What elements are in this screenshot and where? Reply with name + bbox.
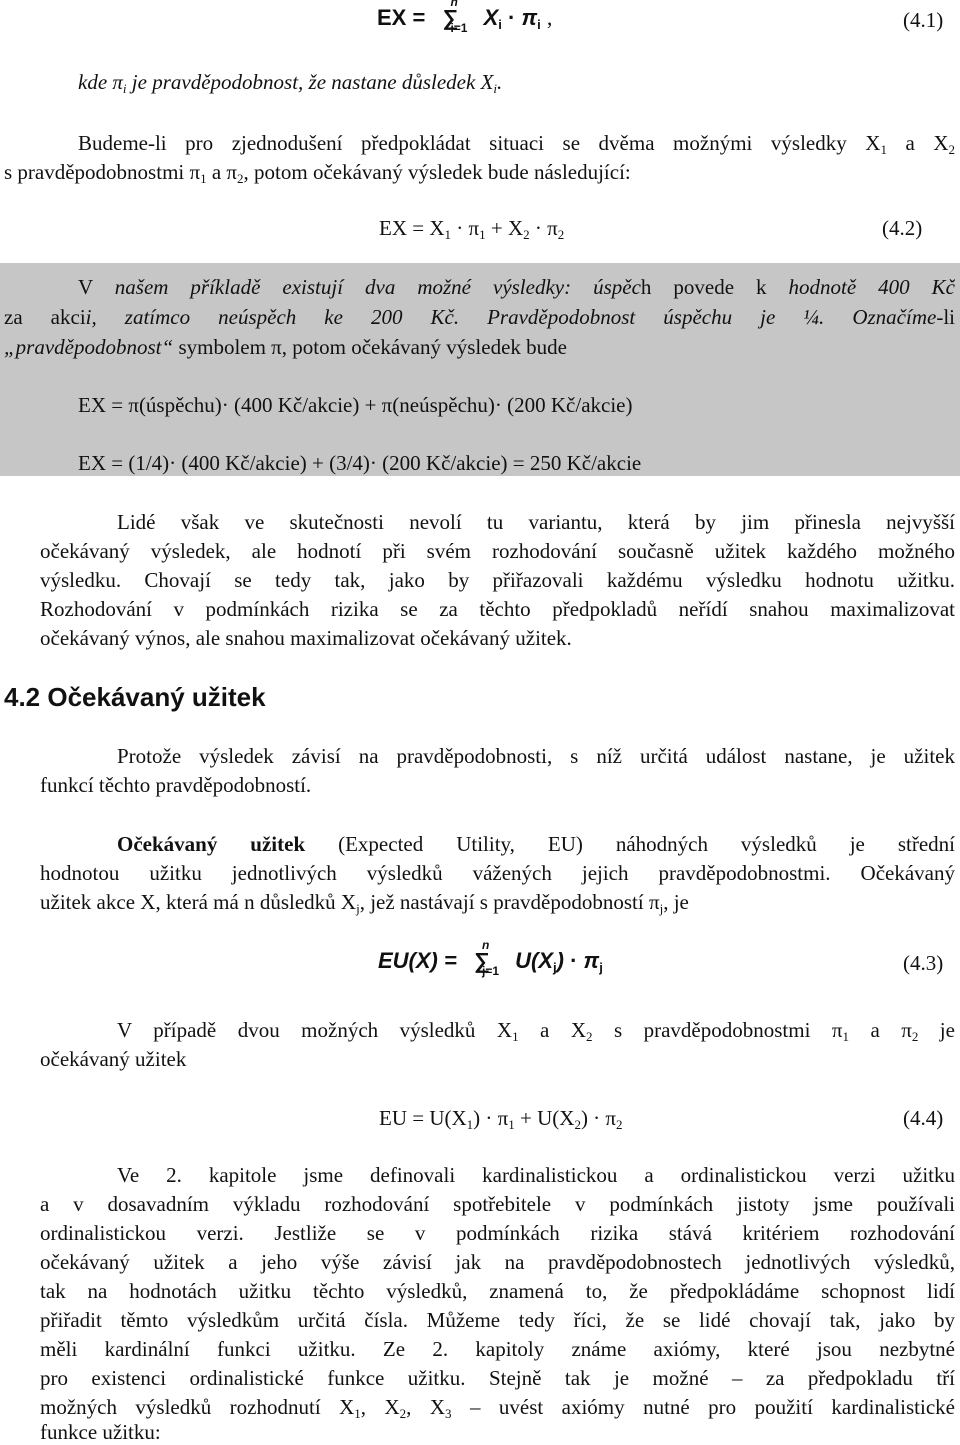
equation-4-1: EX = ∑ n i=1 $X_i \cdot \pi_i$ , — [377, 0, 553, 35]
paragraph-line: užitek akce X, která má n důsledků Xj, jež nastávají s pravděpodobností πj, je — [40, 890, 689, 916]
equation-lhs: EX = — [377, 5, 426, 30]
paragraph-line: ordinalistickou verzi. Jestliže se v podmínkách rizika stává kritériem rozhodování — [40, 1221, 955, 1245]
equation-number-4-3: (4.3) — [903, 951, 944, 975]
example-line: V našem příkladě existují dva možné výsledky: úspěch povede k hodnotě 400 Kč — [78, 275, 955, 299]
example-formula: EX = π(úspěchu)· (400 Kč/akcie) + π(neúspěchu)· (200 Kč/akcie) — [78, 393, 633, 417]
paragraph-line: pro existenci ordinalistické funkce užitku. Stejně tak je možné – za předpokladu tří — [40, 1366, 955, 1390]
equation-lhs: EU(X) = — [378, 948, 457, 973]
example-formula: EX = (1/4)· (400 Kč/akcie) + (3/4)· (200 Kč/akcie) = 250 Kč/akcie — [78, 451, 642, 475]
paragraph-line: a v dosavadním výkladu rozhodování spotřebitele v podmínkách jistoty jsme používali — [40, 1192, 955, 1216]
equation-4-3: EU(X) = ∑ n j=1 $U(X_j) \cdot \pi_j$ — [378, 938, 603, 978]
paragraph-line: přiřadit těmto výsledkům určitá čísla. Můžeme tedy říci, že se lidé chovají tak, jako by — [40, 1308, 955, 1332]
paragraph-line: výsledku. Chovají se tedy tak, jako by přiřazovali každému výsledku hodnotu užitku. — [40, 568, 955, 592]
paragraph-line: hodnotou užitku jednotlivých výsledků vážených jejich pravděpodobnostmi. Očekávaný — [40, 861, 955, 885]
paragraph-line: V případě dvou možných výsledků X1 a X2 s pravděpodobnostmi π1 a π2 je — [117, 1018, 955, 1044]
paragraph-line: tak na hodnotách užitku těchto výsledků, znamená to, že předpokládáme schopnost lidí — [40, 1279, 955, 1303]
equation-number-4-2: (4.2) — [882, 216, 923, 240]
definition-line: kde πi je pravděpodobnost, že nastane důsledek Xi. — [78, 70, 503, 96]
paragraph-line: Budeme-li pro zjednodušení předpokládat situaci se dvěma možnými výsledky X1 a X2 — [78, 131, 955, 157]
sum-symbol: ∑ n j=1 — [474, 938, 499, 978]
paragraph-line: očekávaný užitek a jeho výše závisí jak na pravděpodobnostech jednotlivých výsledků, — [40, 1250, 955, 1274]
paragraph-line: možných výsledků rozhodnutí X1, X2, X3 – uvést axiómy nutné pro použití kardinalistické — [40, 1395, 955, 1421]
paragraph-line: s pravděpodobnostmi π1 a π2, potom očekávaný výsledek bude následující: — [4, 160, 631, 186]
paragraph-line: Ve 2. kapitole jsme definovali kardinalistickou a ordinalistickou verzi užitku — [117, 1163, 955, 1187]
equation-4-2: EX = X1 · π1 + X2 · π2 — [379, 216, 565, 242]
equation-4-4: EU = U(X1) · π1 + U(X2) · π2 — [379, 1106, 623, 1132]
paragraph-line: Očekávaný užitek (Expected Utility, EU) náhodných výsledků je střední — [117, 832, 955, 856]
paragraph-line: očekávaný výsledek, ale hodnotí při svém rozhodování současně užitek každého možného — [40, 539, 955, 563]
equation-number-4-1: (4.1) — [903, 8, 944, 32]
paragraph-line: očekávaný užitek — [40, 1047, 187, 1071]
paragraph-line: Rozhodování v podmínkách rizika se za těchto předpokladů neřídí snahou maximalizovat — [40, 597, 955, 621]
paragraph-line: Lidé však ve skutečnosti nevolí tu variantu, která by jim přinesla nejvyšší — [117, 510, 955, 534]
paragraph-line: funkcí těchto pravděpodobností. — [40, 773, 312, 797]
equation-number-4-4: (4.4) — [903, 1106, 944, 1130]
paragraph-line: měli kardinální funkci užitku. Ze 2. kapitoly známe axiómy, které jsou nezbytné — [40, 1337, 955, 1361]
example-line: „pravděpodobnost“ symbolem π, potom očekávaný výsledek bude — [4, 335, 567, 359]
section-heading: 4.2 Očekávaný užitek — [4, 682, 266, 712]
paragraph-line: Protože výsledek závisí na pravděpodobnosti, s níž určitá událost nastane, je užitek — [117, 744, 955, 768]
example-line: za akcii, zatímco neúspěch ke 200 Kč. Pravděpodobnost úspěchu je ¼. Označíme-li — [4, 305, 955, 329]
sum-symbol: ∑ n i=1 — [442, 0, 468, 35]
paragraph-line: funkce užitku: — [40, 1420, 161, 1444]
paragraph-line: očekávaný výnos, ale snahou maximalizovat očekávaný užitek. — [40, 626, 572, 650]
